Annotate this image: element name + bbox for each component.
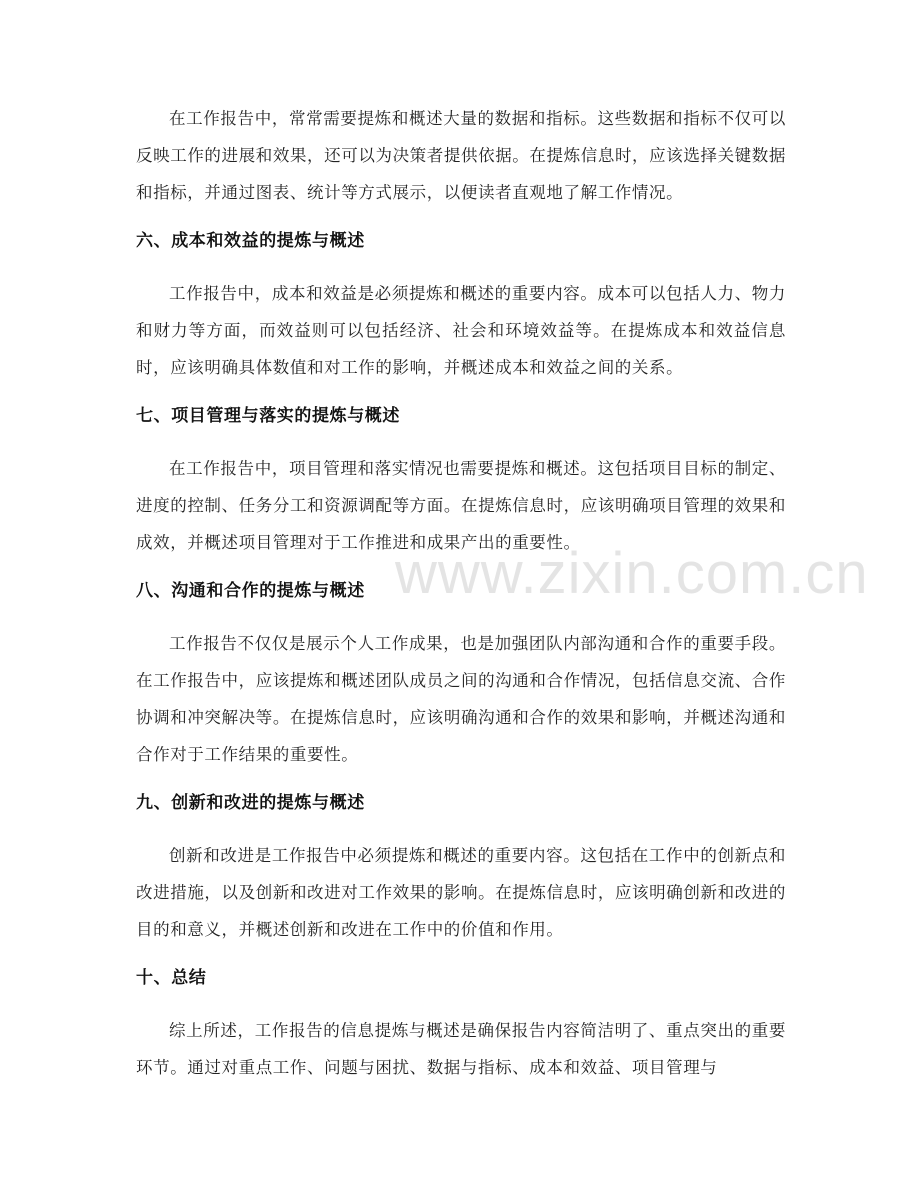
paragraph-cost-benefit: 工作报告中，成本和效益是必须提炼和概述的重要内容。成本可以包括人力、物力和财力等方面，而效益则可以包括经济、社会和环境效益等。在提炼成本和效益信息时，应该明确具体数值和对工作的影响，并概述成本和效益之间的关系。 <box>136 284 786 377</box>
heading-summary: 十、总结 <box>136 968 207 988</box>
heading-communication: 八、沟通和合作的提炼与概述 <box>136 581 365 601</box>
document-page <box>136 100 786 1101</box>
heading-innovation: 九、创新和改进的提炼与概述 <box>136 793 365 813</box>
paragraph-communication: 工作报告不仅仅是展示个人工作成果，也是加强团队内部沟通和合作的重要手段。在工作报告中，应该提炼和概述团队成员之间的沟通和合作情况，包括信息交流、合作协调和冲突解决等。在提炼信息时，应该明确沟通和合作的效果和影响，并概述沟通和合作对于工作结果的重要性。 <box>136 634 786 764</box>
paragraph-summary: 综上所述，工作报告的信息提炼与概述是确保报告内容简洁明了、重点突出的重要环节。通过对重点工作、问题与困扰、数据与指标、成本和效益、项目管理与 <box>136 1021 786 1077</box>
paragraph-data-indicators: 在工作报告中，常常需要提炼和概述大量的数据和指标。这些数据和指标不仅可以反映工作的进展和效果，还可以为决策者提供依据。在提炼信息时，应该选择关键数据和指标，并通过图表、统计等方式展示，以便读者直观地了解工作情况。 <box>136 109 786 202</box>
heading-cost-benefit: 六、成本和效益的提炼与概述 <box>136 231 365 251</box>
paragraph-innovation: 创新和改进是工作报告中必须提炼和概述的重要内容。这包括在工作中的创新点和改进措施，以及创新和改进对工作效果的影响。在提炼信息时，应该明确创新和改进的目的和意义，并概述创新和改进在工作中的价值和作用。 <box>136 846 786 939</box>
paragraph-project-management: 在工作报告中，项目管理和落实情况也需要提炼和概述。这包括项目目标的制定、进度的控制、任务分工和资源调配等方面。在提炼信息时，应该明确项目管理的效果和成效，并概述项目管理对于工作推进和成果产出的重要性。 <box>136 459 786 552</box>
watermark-text: www.zixin.com.cn <box>395 541 869 606</box>
heading-project-management: 七、项目管理与落实的提炼与概述 <box>136 406 400 426</box>
